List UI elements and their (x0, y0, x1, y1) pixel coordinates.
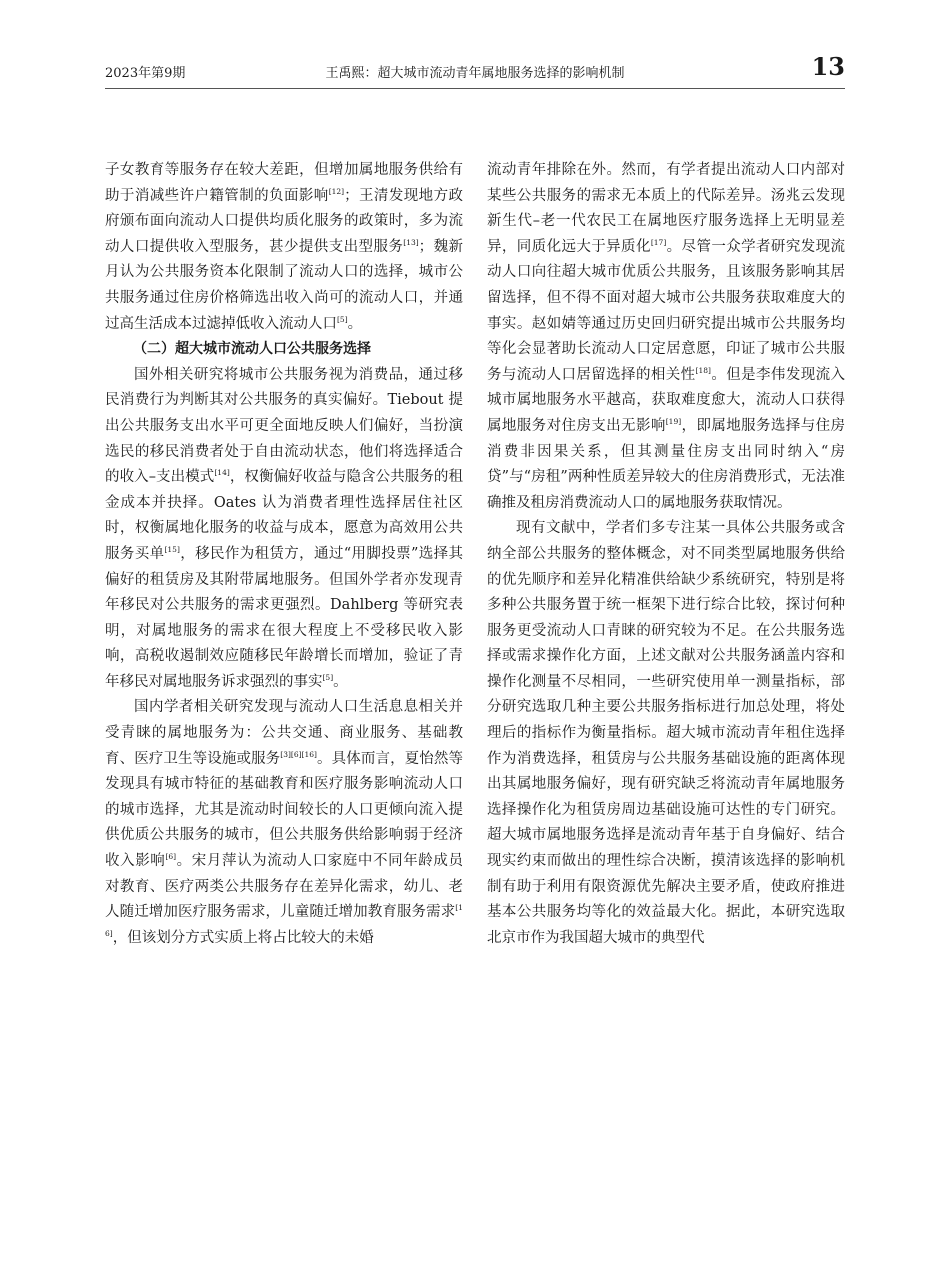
text-run: 国内学者相关研究发现与流动人口生活息息相关并受青睐的属地服务为：公共交通、商业服务、基础教育、医疗卫生等设施或服务 (105, 699, 463, 767)
paragraph-continued (487, 158, 845, 516)
page-header (105, 52, 845, 88)
page-number: 13 (811, 52, 845, 81)
text-run: 子女教育等服务存在较大差距，但增加属地服务供给有助于消减些许户籍管制的负面影响 (105, 162, 463, 204)
text-run: ，即属地服务选择与住房消费非因果关系，但其测量住房支出同时纳入“房贷”与“房租”两种性质差异较大的住房消费形式，无法准确推及租房消费流动人口的属地服务获取情况。 (487, 417, 846, 511)
citation: [18] (695, 365, 711, 375)
citation: [15] (164, 544, 180, 554)
citation: [13] (403, 237, 419, 247)
text-run: 国外相关研究将城市公共服务视为消费品，通过移民消费行为判断其对公共服务的真实偏好。Tiebout 提出公共服务支出水平可更全面地反映人们偏好，当扮演选民的移民消费者处于自由流动状态，他们将选择适合的收入–支出模式 (105, 366, 463, 486)
citation: [5] (322, 672, 334, 682)
text-run: ；魏新月认为公共服务资本化限制了流动人口的选择，城市公共服务通过住房价格筛选出收入尚可的流动人口，并通过高生活成本过滤掉低收入流动人口 (105, 238, 463, 332)
header-rule (105, 88, 845, 89)
text-run: 。具体而言，夏怡然等发现具有城市特征的基础教育和医疗服务影响流动人口的城市选择，尤其是流动时间较长的人口更倾向流入提供优质公共服务的城市，但公共服务供给影响弱于经济收入影响 (105, 750, 464, 870)
right-column (487, 158, 845, 951)
citation: [16] (105, 903, 463, 938)
paragraph-continued (105, 158, 463, 337)
paragraph (105, 695, 463, 951)
citation: [6] (165, 852, 177, 862)
citation: [19] (665, 416, 682, 426)
text-run: 。宋月萍认为流动人口家庭中不同年龄成员对教育、医疗两类公共服务存在差异化需求，幼儿、老人随迁增加医疗服务需求，儿童随迁增加教育服务需求 (105, 853, 464, 921)
citation: [12] (328, 186, 345, 196)
text-run: ，但该划分方式实质上将占比较大的未婚 (112, 929, 374, 946)
paragraph: 现有文献中，学者们多专注某一具体公共服务或含纳全部公共服务的整体概念，对不同类型属地服务供给的优先顺序和差异化精准供给缺少系统研究，特别是将多种公共服务置于统一框架下进行综合比较，探讨何种服务更受流动人口青睐的研究较为不足。在公共服务选择或需求操作化方面，上述文献对公共服务涵盖内容和操作化测量不尽相同，一些研究使用单一测量指标，部分研究选取几种主要公共服务指标进行加总处理，将处理后的指标作为衡量指标。超大城市流动青年租住选择作为消费选择，租赁房与公共服务基础设施的距离体现出其属地服务偏好，现有研究缺乏将流动青年属地服务选择操作化为租赁房周边基础设施可达性的专门研究。超大城市属地服务选择是流动青年基于自身偏好、结合现实约束而做出的理性综合决断，摸清该选择的影响机制有助于利用有限资源优先解决主要矛盾，使政府推进基本公共服务均等化的效益最大化。据此，本研究选取北京市作为我国超大城市的典型代 (487, 520, 845, 946)
text-run: ，权衡偏好收益与隐含公共服务的租金成本并抉择。Oates 认为消费者理性选择居住社区时，权衡属地化服务的收益与成本，愿意为高效用公共服务买单 (105, 469, 464, 562)
text-run: ；王清发现地方政府颁布面向流动人口提供均质化服务的政策时，多为流动人口提供收入型服务，甚少提供支出型服务 (105, 187, 464, 255)
text-run: 。 (333, 673, 348, 690)
journal-issue: 2023年第9期 (105, 66, 186, 81)
text-run: 。但是李伟发现流入城市属地服务水平越高，获取难度愈大，流动人口获得属地服务对住房支出无影响 (487, 366, 846, 434)
text-run: 。 (347, 315, 363, 332)
citation: [14] (214, 468, 230, 478)
citation: [5] (337, 314, 348, 324)
citation: [17] (650, 237, 667, 247)
section-subheading: （二）超大城市流动人口公共服务选择 (133, 341, 371, 358)
citation: [3][6][16] (280, 749, 317, 759)
running-title: 王禹熙：超大城市流动青年属地服务选择的影响机制 (325, 66, 625, 81)
paragraph (105, 363, 463, 696)
text-run: 。尽管一众学者研究发现流动人口向往超大城市优质公共服务，且该服务影响其居留选择，但不得不面对超大城市公共服务获取难度大的事实。赵如婧等通过历史回归研究提出城市公共服务均等化会显著助长流动人口定居意愿，印证了城市公共服务与流动人口居留选择的相关性 (487, 238, 846, 383)
left-column (105, 158, 463, 951)
text-run: 流动青年排除在外。然而，有学者提出流动人口内部对某些公共服务的需求无本质上的代际差异。汤兆云发现新生代–老一代农民工在属地医疗服务选择上无明显差异，同质化远大于异质化 (487, 162, 845, 255)
text-run: ，移民作为租赁方，通过“用脚投票”选择其偏好的租赁房及其附带属地服务。但国外学者亦发现青年移民对公共服务的需求更强烈。Dahlberg 等研究表明，对属地服务的需求在很大程度上不受移民收入影响，高税收遏制效应随移民年龄增长而增加，验证了青年移民对属地服务诉求强烈的事实 (105, 545, 464, 690)
